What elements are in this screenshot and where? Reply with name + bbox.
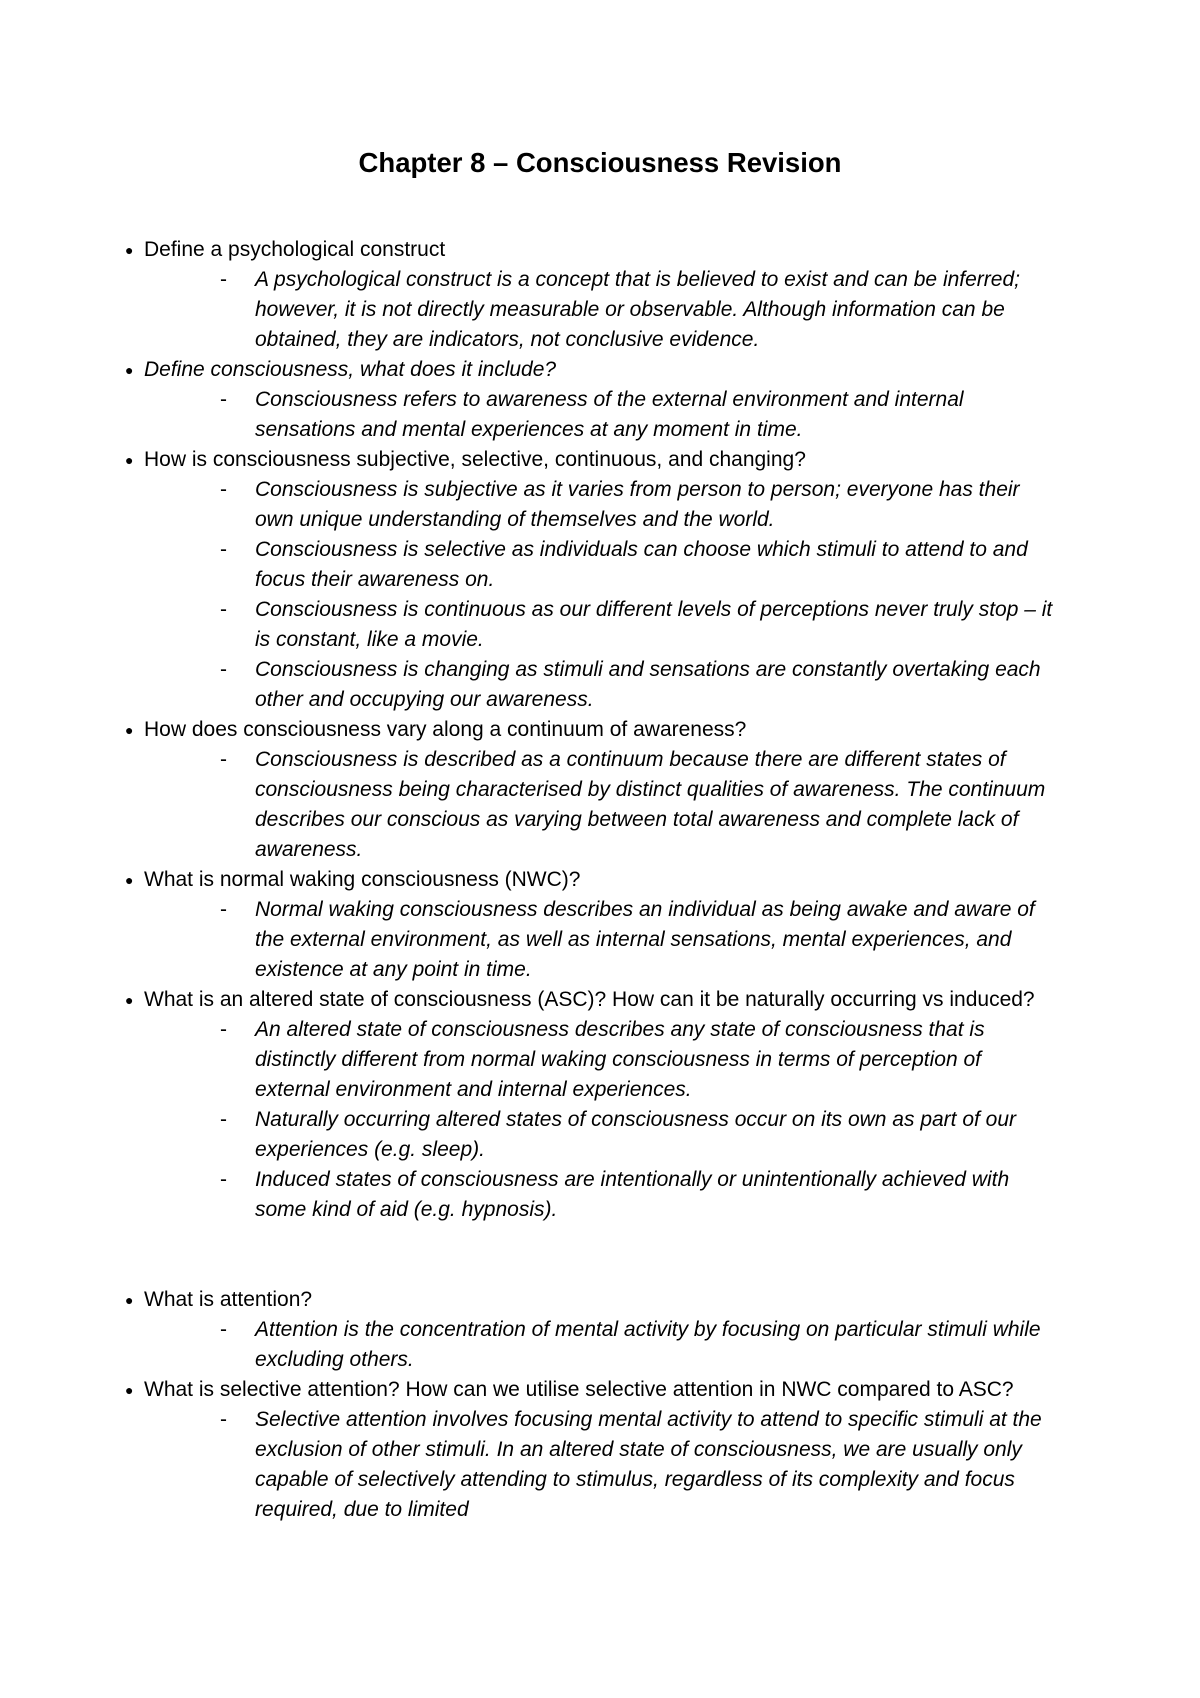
dash-marker: - <box>220 748 227 771</box>
bullet-icon: ● <box>125 1292 134 1308</box>
answer-list <box>144 1405 1080 1525</box>
question-text: What is selective attention? How can we utilise selective attention in NWC compared to ASC? <box>144 1378 1014 1401</box>
bullet-icon: ● <box>125 872 134 888</box>
answer-item <box>144 745 1080 865</box>
question-item <box>0 355 1200 445</box>
question-text: What is attention? <box>144 1288 313 1311</box>
answer-text: Selective attention involves focusing mental activity to attend to specific stimuli at the exclusion of other stimuli. In an altered state of consciousness, we are usually only capable of selectively attending to stimulus, regardless of its complexity and focus required, due to limited <box>255 1408 1042 1521</box>
answer-text: Consciousness is selective as individuals can choose which stimuli to attend to and focus their awareness on. <box>255 538 1028 591</box>
question-item <box>0 985 1200 1225</box>
answer-item <box>144 1105 1080 1165</box>
answer-item <box>144 595 1080 655</box>
answer-list <box>144 265 1080 355</box>
question-item <box>0 865 1200 985</box>
answer-item <box>144 1015 1080 1105</box>
dash-marker: - <box>220 598 227 621</box>
bullet-icon: ● <box>125 242 134 258</box>
answer-text: Naturally occurring altered states of consciousness occur on its own as part of our experiences (e.g. sleep). <box>255 1108 1017 1161</box>
question-text: What is an altered state of consciousness (ASC)? How can it be naturally occurring vs induced? <box>144 988 1035 1011</box>
answer-text: Consciousness is described as a continuum because there are different states of consciousness being characterised by distinct qualities of awareness. The continuum describes our conscious as varying between total awareness and complete lack of awareness. <box>255 748 1046 861</box>
answer-list <box>144 745 1080 865</box>
answer-list <box>144 895 1080 985</box>
question-list <box>0 235 1200 1525</box>
answer-item <box>144 1405 1080 1525</box>
dash-marker: - <box>220 538 227 561</box>
bullet-icon: ● <box>125 992 134 1008</box>
dash-marker: - <box>220 1408 227 1431</box>
answer-list <box>144 385 1080 445</box>
question-item <box>0 235 1200 355</box>
dash-marker: - <box>220 898 227 921</box>
section-spacer <box>0 1225 1200 1285</box>
dash-marker: - <box>220 1168 227 1191</box>
question-item <box>0 445 1200 715</box>
question-text: What is normal waking consciousness (NWC)? <box>144 868 581 891</box>
question-item <box>0 1375 1200 1525</box>
dash-marker: - <box>220 268 227 291</box>
answer-item <box>144 475 1080 535</box>
question-text: How is consciousness subjective, selective, continuous, and changing? <box>144 448 806 471</box>
dash-marker: - <box>220 388 227 411</box>
dash-marker: - <box>220 1018 227 1041</box>
question-text: Define consciousness, what does it include? <box>144 358 557 381</box>
dash-marker: - <box>220 478 227 501</box>
bullet-icon: ● <box>125 1382 134 1398</box>
bullet-icon: ● <box>125 722 134 738</box>
dash-marker: - <box>220 1318 227 1341</box>
answer-text: An altered state of consciousness describes any state of consciousness that is distinctly different from normal waking consciousness in terms of perception of external environment and internal experiences. <box>255 1018 985 1101</box>
answer-item <box>144 1315 1080 1375</box>
answer-text: Induced states of consciousness are intentionally or unintentionally achieved with some kind of aid (e.g. hypnosis). <box>255 1168 1010 1221</box>
dash-marker: - <box>220 1108 227 1131</box>
page-title: Chapter 8 – Consciousness Revision <box>358 147 842 178</box>
answer-item <box>144 655 1080 715</box>
question-item <box>0 715 1200 865</box>
bullet-icon: ● <box>125 452 134 468</box>
answer-text: A psychological construct is a concept that is believed to exist and can be inferred; however, it is not directly measurable or observable. Although information can be obtained, they are indicators, not conclusive evidence. <box>255 268 1020 351</box>
answer-item <box>144 265 1080 355</box>
question-text: How does consciousness vary along a continuum of awareness? <box>144 718 747 741</box>
answer-text: Normal waking consciousness describes an individual as being awake and aware of the external environment, as well as internal sensations, mental experiences, and existence at any point in time. <box>255 898 1035 981</box>
answer-list <box>144 475 1080 715</box>
answer-text: Consciousness is changing as stimuli and sensations are constantly overtaking each other and occupying our awareness. <box>255 658 1041 711</box>
answer-text: Consciousness is continuous as our different levels of perceptions never truly stop – it is constant, like a movie. <box>255 598 1053 651</box>
answer-item <box>144 535 1080 595</box>
answer-text: Consciousness is subjective as it varies from person to person; everyone has their own unique understanding of themselves and the world. <box>255 478 1020 531</box>
answer-item <box>144 1165 1080 1225</box>
question-text: Define a psychological construct <box>144 238 446 261</box>
answer-item <box>144 895 1080 985</box>
answer-text: Consciousness refers to awareness of the external environment and internal sensations and mental experiences at any moment in time. <box>255 388 964 441</box>
answer-list <box>144 1015 1080 1225</box>
question-item <box>0 1285 1200 1375</box>
dash-marker: - <box>220 658 227 681</box>
answer-item <box>144 385 1080 445</box>
answer-text: Attention is the concentration of mental activity by focusing on particular stimuli while excluding others. <box>255 1318 1041 1371</box>
answer-list <box>144 1315 1080 1375</box>
bullet-icon: ● <box>125 362 134 378</box>
